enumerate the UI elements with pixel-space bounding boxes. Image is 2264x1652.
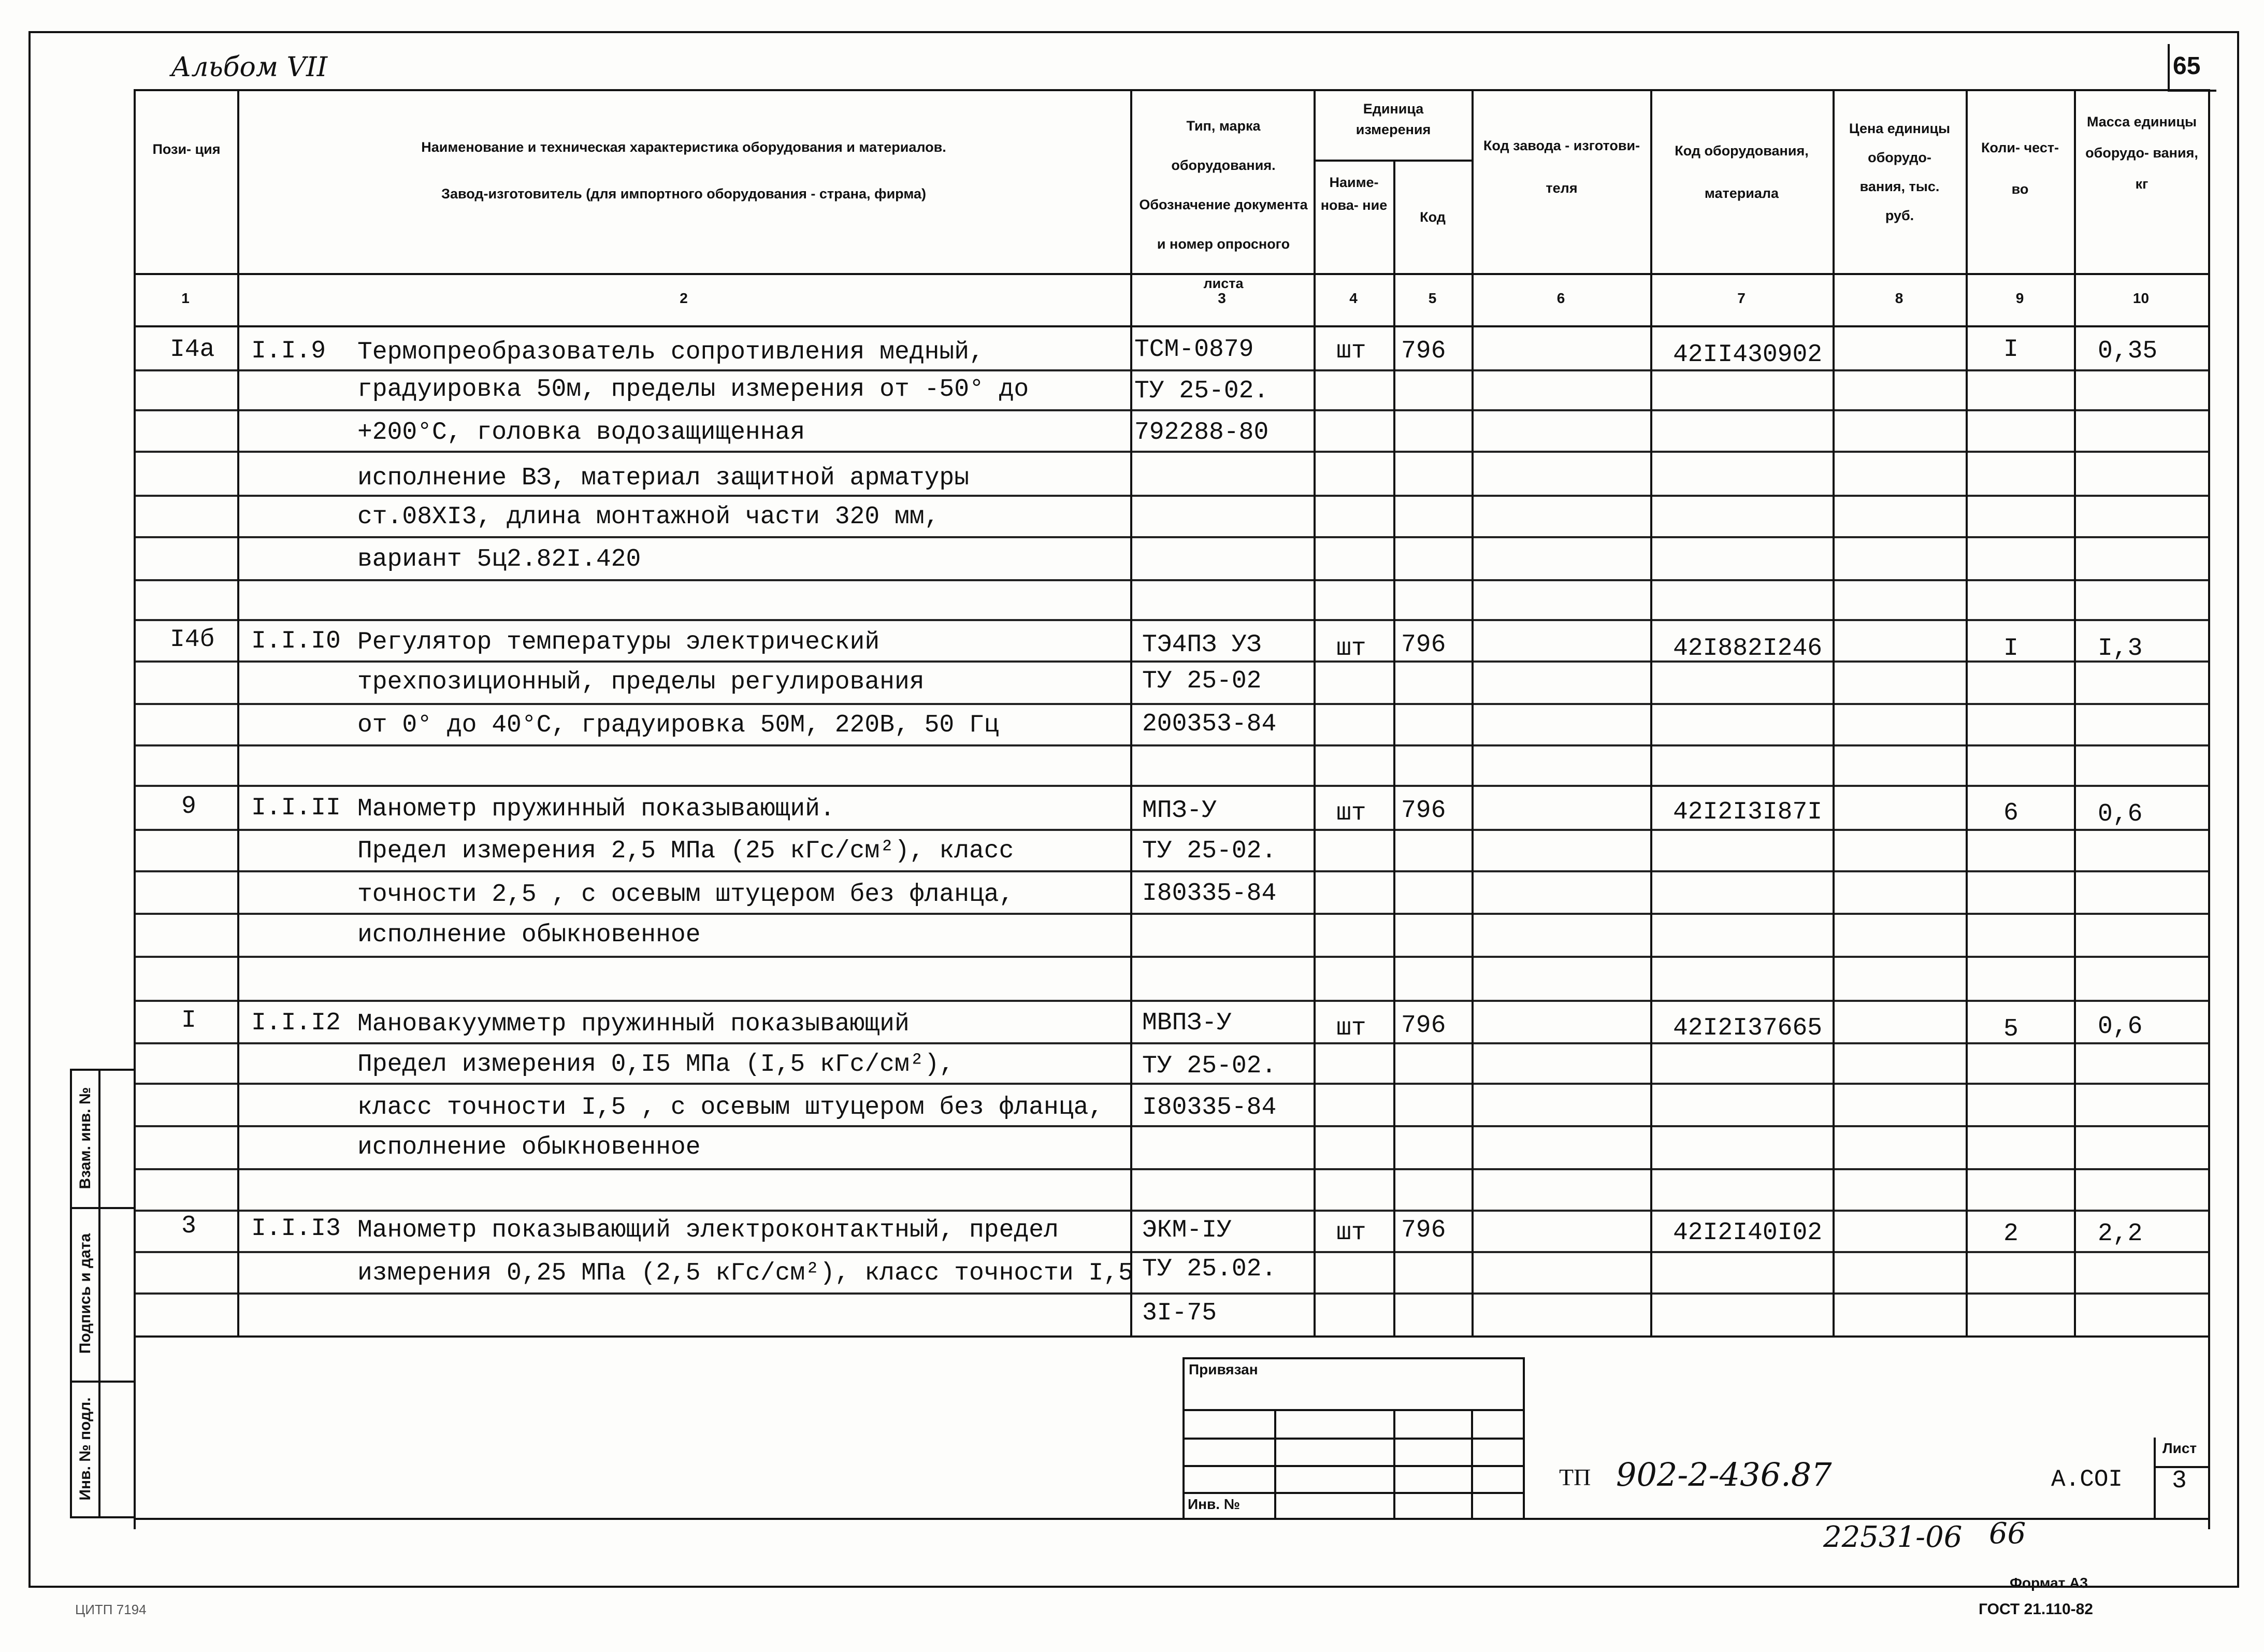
row-qty: I (2003, 635, 2018, 663)
stamp-tp: ТП (1559, 1464, 1591, 1490)
row-code: I.I.I0 (251, 627, 341, 655)
row-type: ТУ 25.02. (1142, 1255, 1277, 1283)
stamp-sheet-number: 3 (2172, 1467, 2187, 1495)
row-code: I.I.9 (251, 337, 326, 365)
row-unit: шт (1336, 799, 1366, 827)
col-number: 1 (181, 290, 190, 306)
row-name-line: Предел измерения 2,5 МПа (25 кГс/см²), класс (357, 837, 1014, 865)
row-name-line: Термопреобразователь сопротивления медный, (357, 338, 984, 366)
row-position: I4б (170, 626, 215, 654)
handwritten-number: 22531-06 (1823, 1520, 1963, 1554)
col-number: 3 (1218, 290, 1226, 306)
header-type: Тип, марка оборудования. Обозначение документа и номер опросного листа (1139, 118, 1308, 291)
row-name-line: +200°С, головка водозащищенная (357, 419, 805, 447)
row-position: I (181, 1007, 196, 1035)
row-type: МВПЗ-У (1142, 1009, 1232, 1037)
header-price: Цена единицы оборудо- вания, тыс. руб. (1849, 121, 1951, 223)
row-type: ТУ 25-02. (1142, 837, 1277, 865)
col-number: 5 (1428, 290, 1437, 306)
col-number: 9 (2015, 290, 2024, 306)
row-name-line: измерения 0,25 МПа (2,5 кГс/см²), класс точности I,5 (357, 1259, 1133, 1287)
row-equip-code: 42I2I3I87I (1673, 798, 1823, 826)
col-number: 8 (1895, 290, 1904, 306)
row-type: I80335-84 (1142, 880, 1277, 908)
row-name-line: Манометр пружинный показывающий. (357, 795, 835, 823)
side-label-inv-podl: Инв. № подл. (77, 1397, 94, 1501)
row-mass: 0,35 (2098, 337, 2158, 365)
row-unit-code: 796 (1401, 1012, 1446, 1040)
row-name-line: Манометр показывающий электроконтактный, предел (357, 1216, 1059, 1244)
row-name-line: класс точности I,5 , с осевым штуцером без фланца, (357, 1094, 1104, 1122)
row-qty: 6 (2003, 799, 2018, 827)
row-name-line: Мановакуумметр пружинный показывающий (357, 1010, 910, 1038)
stamp-privyazan: Привязан (1189, 1361, 1258, 1377)
col-number: 2 (680, 290, 688, 306)
row-position: 3 (181, 1212, 196, 1240)
row-type: I80335-84 (1142, 1094, 1277, 1122)
row-unit: шт (1336, 1014, 1366, 1042)
row-equip-code: 42II430902 (1673, 341, 1823, 369)
row-name-line: Предел измерения 0,I5 МПа (I,5 кГс/см²), (357, 1051, 955, 1079)
row-unit: шт (1336, 1219, 1366, 1247)
col-number: 4 (1349, 290, 1358, 306)
row-type: 3I-75 (1142, 1299, 1217, 1327)
row-name-line: вариант 5ц2.82I.420 (357, 545, 641, 573)
row-name-line: трехпозиционный, пределы регулирования (357, 668, 925, 696)
stamp-sheet-code: А.СОI (2051, 1466, 2123, 1493)
page-number: 65 (2173, 52, 2201, 80)
row-code: I.I.II (251, 794, 341, 822)
row-type: ТУ 25-02. (1134, 377, 1269, 405)
gost-label: ГОСТ 21.110-82 (1979, 1601, 2093, 1618)
stamp-sheet-label: Лист (2162, 1440, 2197, 1456)
header-position: Пози- ция (152, 141, 221, 157)
row-qty: I (2003, 336, 2018, 364)
row-name-line: исполнение обыкновенное (357, 921, 701, 949)
header-unit-name: Наиме- нова- ние (1320, 175, 1388, 213)
row-unit-code: 796 (1401, 337, 1446, 365)
row-unit-code: 796 (1401, 1216, 1446, 1244)
album-label: Альбом VII (171, 52, 328, 83)
row-type: ТСМ-0879 (1134, 336, 1254, 364)
row-type: МПЗ-У (1142, 797, 1217, 825)
col-number: 7 (1737, 290, 1746, 306)
row-name-line: исполнение ВЗ, материал защитной арматуры (357, 464, 969, 492)
row-unit-code: 796 (1401, 797, 1446, 825)
row-equip-code: 42I882I246 (1673, 635, 1823, 663)
row-type: ЭКМ-IУ (1142, 1216, 1232, 1244)
header-qty: Коли- чест- во (1981, 140, 2059, 197)
row-qty: 5 (2003, 1015, 2018, 1043)
header-name-line1: Наименование и техническая характеристика оборудования и материалов. (421, 139, 946, 155)
row-type: ТУ 25-02 (1142, 667, 1262, 695)
row-equip-code: 42I2I37665 (1673, 1014, 1823, 1042)
header-equip-code: Код оборудования, материала (1675, 143, 1809, 201)
row-qty: 2 (2003, 1220, 2018, 1248)
row-name-line: Регулятор температуры электрический (357, 628, 880, 656)
col-number: 6 (1556, 290, 1565, 306)
handwritten-page: 66 (1989, 1517, 2026, 1550)
row-unit: шт (1336, 337, 1366, 365)
row-name-line: точности 2,5 , с осевым штуцером без фланца, (357, 881, 1014, 909)
format-label: Формат А3 (2010, 1575, 2088, 1591)
row-name-line: градуировка 50м, пределы измерения от -50° до (357, 376, 1029, 404)
row-equip-code: 42I2I40I02 (1673, 1219, 1823, 1247)
row-unit-code: 796 (1401, 631, 1446, 659)
row-name-line: ст.08ХI3, длина монтажной части 320 мм, (357, 503, 940, 531)
stamp-doc-number: 902-2-436.87 (1616, 1456, 1832, 1493)
row-code: I.I.I3 (251, 1215, 341, 1243)
col-number: 10 (2132, 290, 2150, 306)
header-mass: Масса единицы оборудо- вания, кг (2085, 114, 2198, 192)
row-position: 9 (181, 793, 196, 821)
row-position: I4а (170, 336, 215, 364)
header-plant-code: Код завода - изготови- теля (1483, 138, 1640, 196)
row-type: 200353-84 (1142, 710, 1277, 738)
side-label-vzam: Взам. инв. № (77, 1087, 94, 1189)
row-mass: 0,6 (2098, 1013, 2143, 1041)
row-unit: шт (1336, 635, 1366, 663)
row-type: ТЭ4ПЗ УЗ (1142, 631, 1262, 659)
stamp-inv-no: Инв. № (1188, 1496, 1241, 1512)
row-type: ТУ 25-02. (1142, 1052, 1277, 1080)
row-name-line: от 0° до 40°С, градуировка 50М, 220В, 50 Гц (357, 711, 999, 739)
row-code: I.I.I2 (251, 1009, 341, 1037)
row-mass: 2,2 (2098, 1220, 2143, 1248)
corner-stamp: ЦИТП 7194 (75, 1602, 147, 1617)
row-type: 792288-80 (1134, 419, 1269, 447)
side-label-podpis: Подпись и дата (77, 1233, 94, 1354)
header-name-line2: Завод-изготовитель (для импортного оборудования - страна, фирма) (441, 186, 926, 202)
header-unit: Единица измерения (1355, 101, 1431, 137)
row-name-line: исполнение обыкновенное (357, 1133, 701, 1161)
header-unit-code: Код (1420, 209, 1446, 225)
row-mass: 0,6 (2098, 800, 2143, 828)
row-mass: I,3 (2098, 635, 2143, 663)
